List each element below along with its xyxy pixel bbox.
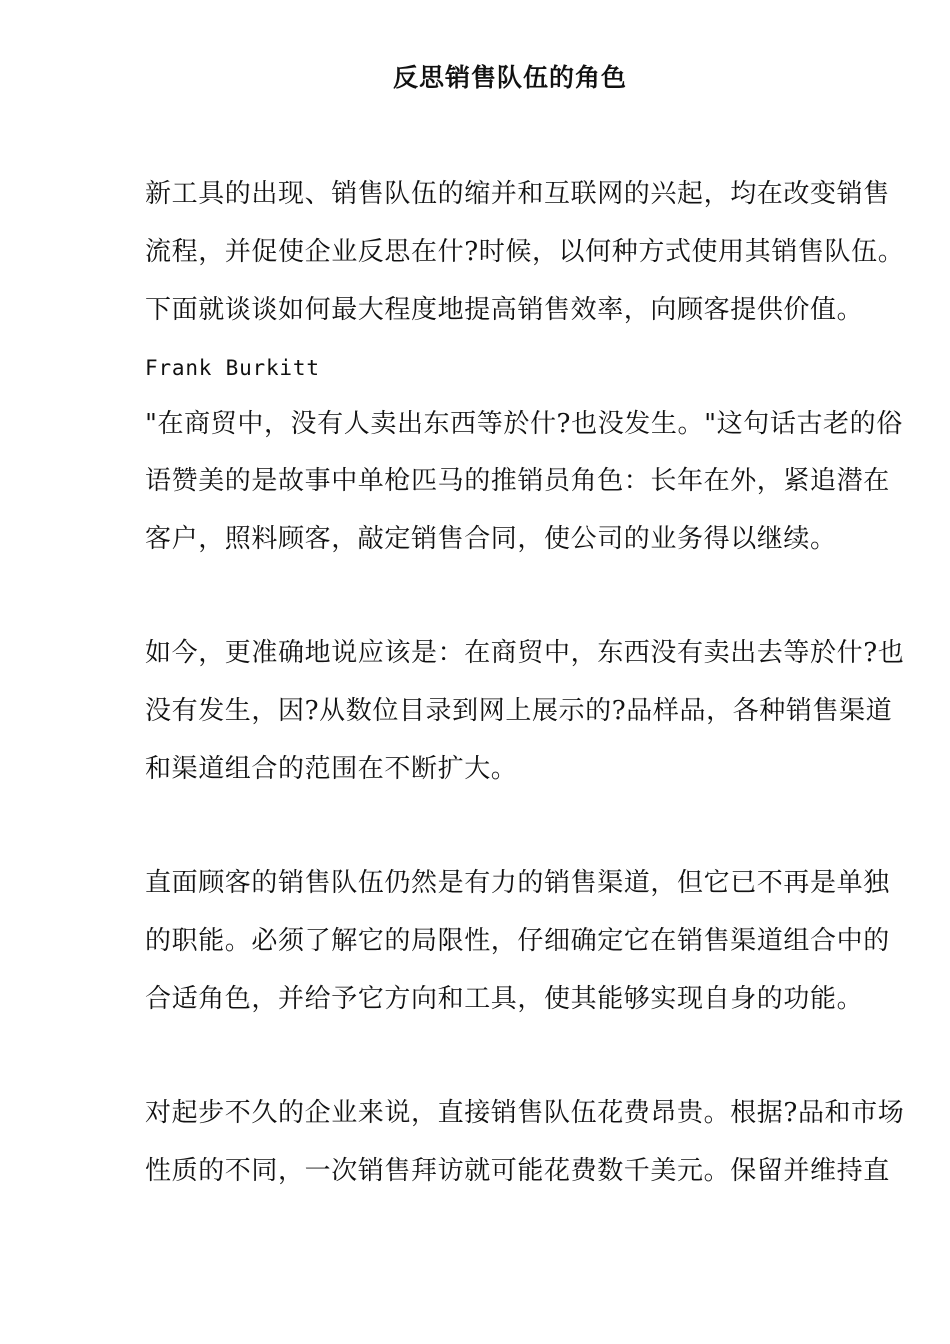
- document-title: 反思销售队伍的角色: [392, 63, 627, 92]
- paragraph-1-line-1: 新工具的出现、销售队伍的缩并和互联网的兴起，均在改变销售: [145, 179, 890, 209]
- author-name: Frank Burkitt: [145, 356, 320, 380]
- paragraph-1-line-3: 下面就谈谈如何最大程度地提高销售效率，向顾客提供价值。: [145, 295, 864, 325]
- paragraph-3-line-3: 和渠道组合的范围在不断扩大。: [145, 754, 518, 784]
- paragraph-3-line-1: 如今，更准确地说应该是：在商贸中，东西没有卖出去等於什?也: [145, 638, 905, 668]
- paragraph-3-line-2: 没有发生，因?从数位目录到网上展示的?品样品，各种销售渠道: [145, 696, 893, 726]
- paragraph-2-line-3: 客户，照料顾客，敲定销售合同，使公司的业务得以继续。: [145, 524, 837, 554]
- paragraph-5-line-1: 对起步不久的企业来说，直接销售队伍花费昂贵。根据?品和市场: [145, 1098, 905, 1128]
- paragraph-1-line-2: 流程，并促使企业反思在什?时候，以何种方式使用其销售队伍。: [145, 237, 905, 267]
- paragraph-4-line-3: 合适角色，并给予它方向和工具，使其能够实现自身的功能。: [145, 984, 864, 1014]
- paragraph-4-line-1: 直面顾客的销售队伍仍然是有力的销售渠道，但它已不再是单独: [145, 868, 890, 898]
- paragraph-2-line-1: "在商贸中，没有人卖出东西等於什?也没发生。"这句话古老的俗: [145, 409, 903, 439]
- paragraph-5-line-2: 性质的不同，一次销售拜访就可能花费数千美元。保留并维持直: [145, 1156, 890, 1186]
- paragraph-2-line-2: 语赞美的是故事中单枪匹马的推销员角色：长年在外，紧追潜在: [145, 466, 890, 496]
- paragraph-4-line-2: 的职能。必须了解它的局限性，仔细确定它在销售渠道组合中的: [145, 926, 890, 956]
